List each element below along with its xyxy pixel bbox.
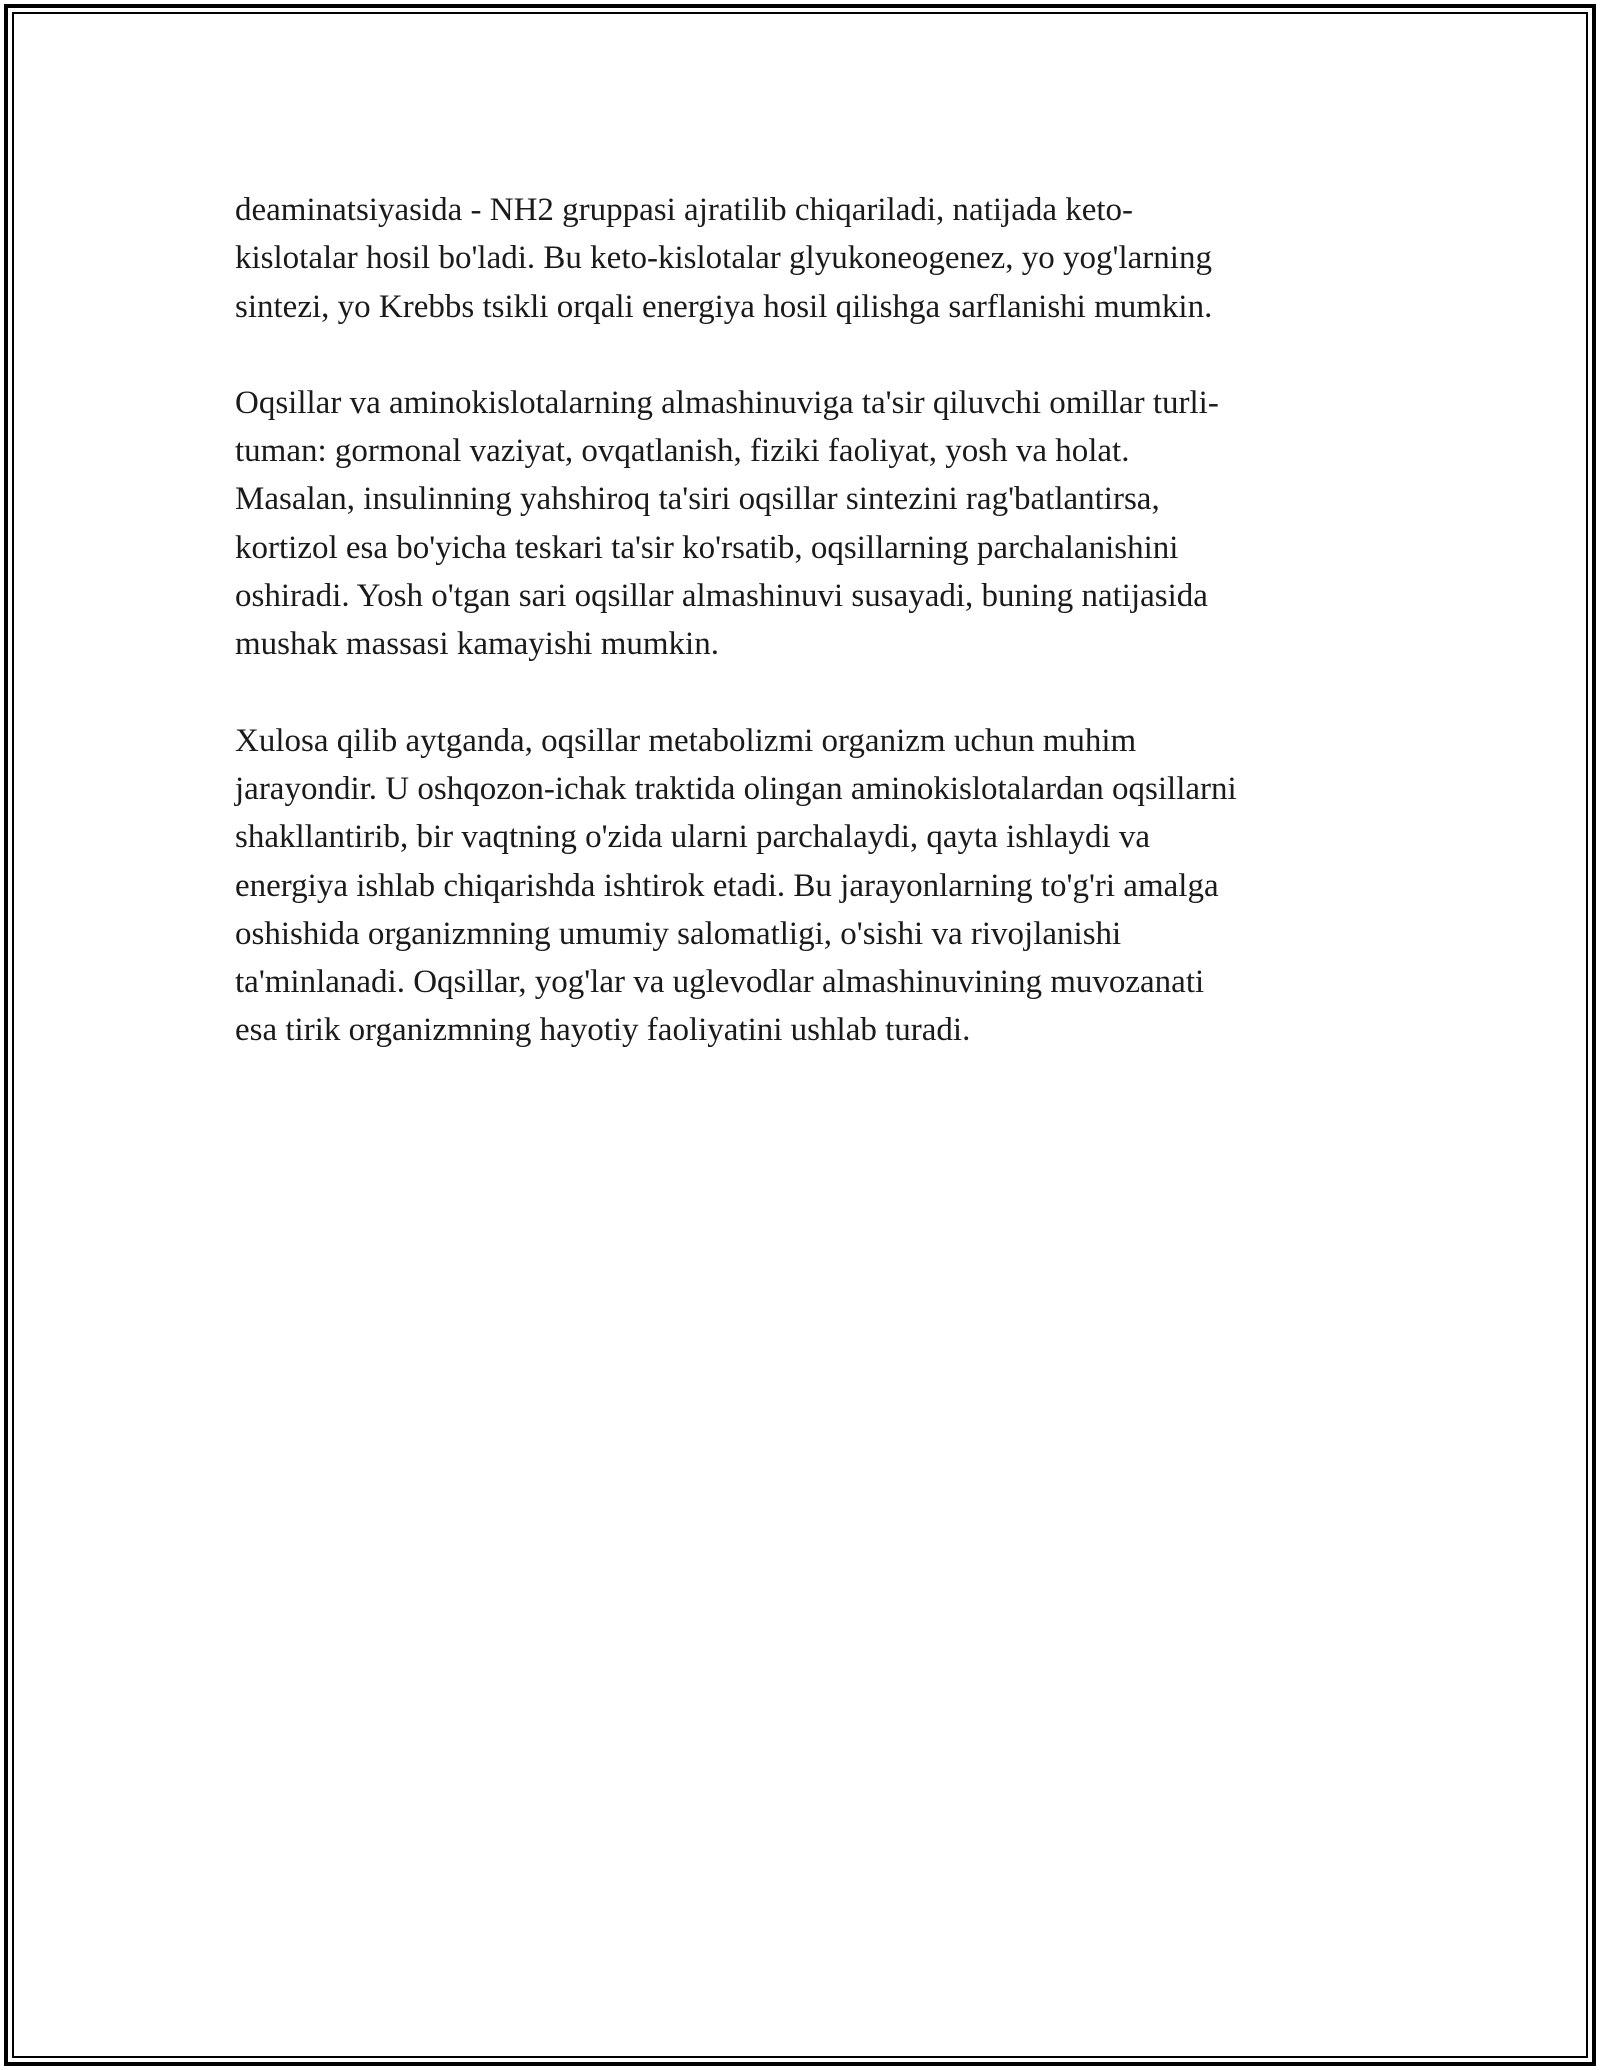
paragraph-1: deaminatsiyasida - NH2 gruppasi ajratilib chiqariladi, natijada keto- kislotalar hosil bo'ladi. Bu keto-kislotalar glyukoneogenez, yo yog'larning sintezi, yo Krebbs tsikli orqali energiya hosil qilishga sarflanishi mumkin. xyxy=(235,192,1213,325)
paragraph-3: Xulosa qilib aytganda, oqsillar metabolizmi organizm uchun muhim jarayondir. U oshqozon-ichak traktida olingan aminokislotalardan oqsillarni shakllantirib, bir vaqtning o'zida ularni parchalaydi, qayta ishlaydi va energiya ishlab chiqarishda ishtirok etadi. Bu jarayonlarning to'g'ri amalga oshishida organizmning umumiy salomatligi, o'sishi va rivojlanishi ta'minlanadi. Oqsillar, yog'lar va uglevodlar almashinuvining muvozanati esa tirik organizmning hayotiy faoliyatini ushlab turadi. xyxy=(235,722,1237,1049)
document-body xyxy=(235,186,1365,1103)
paragraph-2: Oqsillar va aminokislotalarning almashinuviga ta'sir qiluvchi omillar turli- tuman: gormonal vaziyat, ovqatlanish, fiziki faoliyat, yosh va holat. Masalan, insulinning yahshiroq ta'siri oqsillar sintezini rag'batlantirsa, kortizol esa bo'yicha teskari ta'sir ko'rsatib, oqsillarning parchalanishini oshiradi. Yosh o'tgan sari oqsillar almashinuvi susayadi, buning natijasida mushak massasi kamayishi mumkin. xyxy=(235,384,1219,663)
